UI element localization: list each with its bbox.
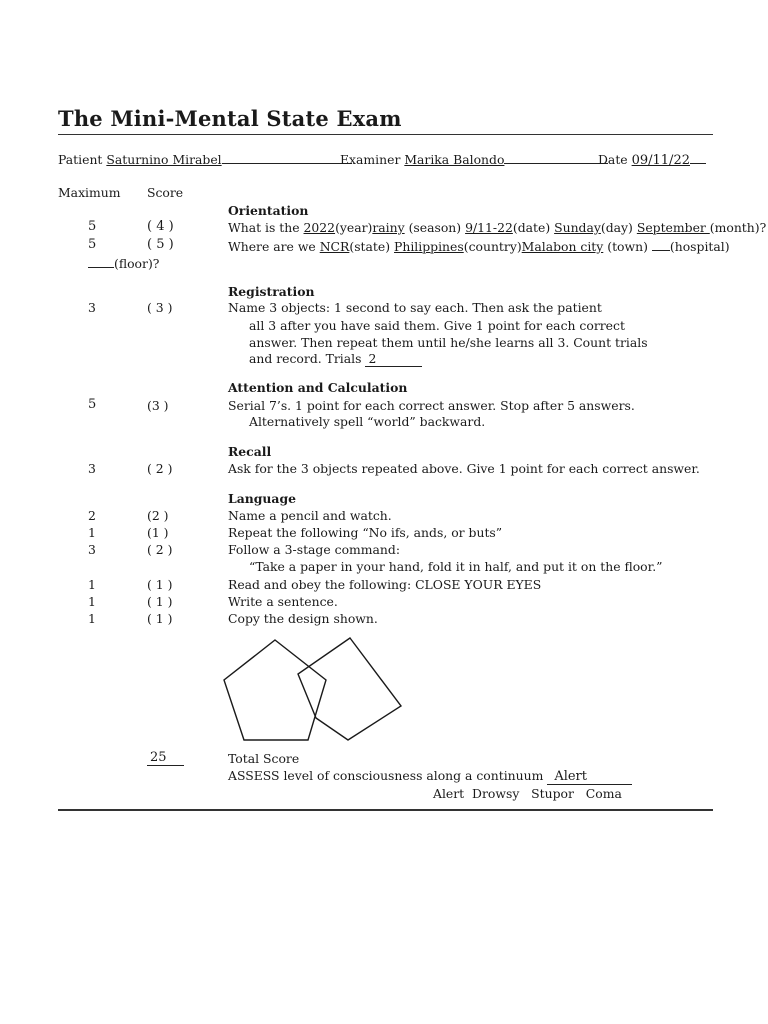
- orientation-q2-score: ( 5 ): [147, 237, 174, 252]
- examiner-field: [340, 151, 608, 167]
- attention-line-2: Alternatively spell “world” backward.: [249, 414, 486, 429]
- registration-max: 3: [88, 300, 96, 315]
- language-item-6-score: ( 1 ): [147, 611, 173, 626]
- attention-score: (3 ): [147, 398, 169, 413]
- language-item-3-max: 3: [88, 542, 96, 557]
- answer-town: Malabon city: [521, 239, 604, 254]
- intersecting-pentagons-figure: [218, 634, 408, 746]
- maximum-column-header: Maximum: [58, 185, 121, 200]
- registration-heading: Registration: [228, 284, 315, 299]
- language-item-2-text: Repeat the following “No ifs, ands, or buts”: [228, 525, 503, 540]
- date-label: Date: [598, 152, 628, 167]
- attention-max: 5: [88, 397, 97, 412]
- language-heading: Language: [228, 491, 296, 506]
- registration-score: ( 3 ): [147, 300, 173, 315]
- orientation-q1-score: ( 4 ): [147, 219, 174, 234]
- language-item-1-max: 2: [88, 508, 96, 523]
- patient-name: Saturnino Mirabel: [106, 152, 222, 167]
- language-item-1-score: (2 ): [147, 508, 169, 523]
- title-rule: [58, 134, 713, 135]
- hospital-blank: [652, 238, 670, 251]
- answer-season: rainy: [372, 220, 405, 235]
- recall-heading: Recall: [228, 444, 272, 459]
- level-coma: Coma: [585, 786, 622, 801]
- consciousness-value: Alert: [547, 769, 632, 785]
- answer-country: Philippines: [394, 239, 464, 254]
- language-command-detail: “Take a paper in your hand, fold it in half, and put it on the floor.”: [249, 559, 663, 574]
- answer-day: Sunday: [554, 220, 601, 235]
- examiner-name: Marika Balondo: [404, 152, 505, 167]
- language-item-3-text: Follow a 3-stage command:: [228, 542, 401, 557]
- language-item-1-text: Name a pencil and watch.: [228, 508, 392, 523]
- recall-max: 3: [88, 461, 96, 476]
- registration-line-1: Name 3 objects: 1 second to say each. Then ask the patient: [228, 300, 602, 315]
- recall-score: ( 2 ): [147, 461, 173, 476]
- pentagon-left: [224, 640, 326, 740]
- assess-line: ASSESS level of consciousness along a continuum Alert: [228, 768, 632, 785]
- language-item-6-text: Copy the design shown.: [228, 611, 378, 626]
- registration-line-2: all 3 after you have said them. Give 1 point for each correct: [249, 318, 625, 333]
- answer-state: NCR: [319, 239, 350, 254]
- orientation-q2-floor: (floor)?: [88, 255, 159, 271]
- attention-line-1: Serial 7’s. 1 point for each correct answer. Stop after 5 answers.: [228, 398, 635, 413]
- language-item-5-text: Write a sentence.: [228, 594, 338, 609]
- orientation-q2-max: 5: [88, 237, 97, 252]
- orientation-heading: Orientation: [228, 203, 309, 218]
- attention-heading: Attention and Calculation: [228, 380, 408, 395]
- total-score-value: 25: [147, 750, 184, 766]
- floor-blank: [88, 255, 114, 268]
- language-item-2-max: 1: [88, 525, 96, 540]
- language-item-3-score: ( 2 ): [147, 542, 173, 557]
- patient-label: Patient: [58, 152, 103, 167]
- trials-value: 2: [365, 351, 422, 367]
- language-item-4-max: 1: [88, 577, 96, 592]
- orientation-q2-text: Where are we NCR(state) Philippines(country)Malabon city (town) (hospital): [228, 239, 730, 254]
- recall-line-1: Ask for the 3 objects repeated above. Give 1 point for each correct answer.: [228, 461, 700, 476]
- language-item-4-text: Read and obey the following: CLOSE YOUR EYES: [228, 577, 542, 592]
- language-item-6-max: 1: [88, 611, 96, 626]
- score-column-header: Score: [147, 185, 184, 200]
- patient-blank: [222, 151, 352, 164]
- bottom-rule: [58, 809, 713, 811]
- date-value: 09/11/22: [631, 153, 690, 168]
- answer-year: 2022: [303, 220, 336, 235]
- total-score-label: Total Score: [228, 751, 300, 766]
- answer-date: 9/11-22: [465, 220, 513, 235]
- examiner-label: Examiner: [340, 152, 401, 167]
- language-item-5-score: ( 1 ): [147, 594, 173, 609]
- page-title: The Mini-Mental State Exam: [58, 106, 402, 131]
- orientation-q1-max: 5: [88, 219, 97, 234]
- language-item-4-score: ( 1 ): [147, 577, 173, 592]
- pentagon-right: [298, 638, 401, 740]
- date-blank: [690, 151, 706, 164]
- answer-month: September: [636, 220, 710, 235]
- language-item-2-score: (1 ): [147, 525, 169, 540]
- level-stupor: Stupor: [531, 786, 574, 801]
- registration-line-3: answer. Then repeat them until he/she learns all 3. Count trials: [249, 335, 648, 350]
- level-drowsy: Drowsy: [472, 786, 520, 801]
- level-alert: Alert: [433, 786, 465, 801]
- consciousness-levels: [433, 786, 622, 801]
- orientation-q1-text: What is the 2022(year)rainy (season) 9/11-22(date) Sunday(day) September (month)?: [228, 220, 767, 235]
- registration-line-4: and record. Trials 2: [249, 351, 422, 367]
- patient-field: [58, 151, 352, 167]
- examiner-blank: [504, 151, 608, 164]
- date-field: [598, 151, 706, 168]
- language-item-5-max: 1: [88, 594, 96, 609]
